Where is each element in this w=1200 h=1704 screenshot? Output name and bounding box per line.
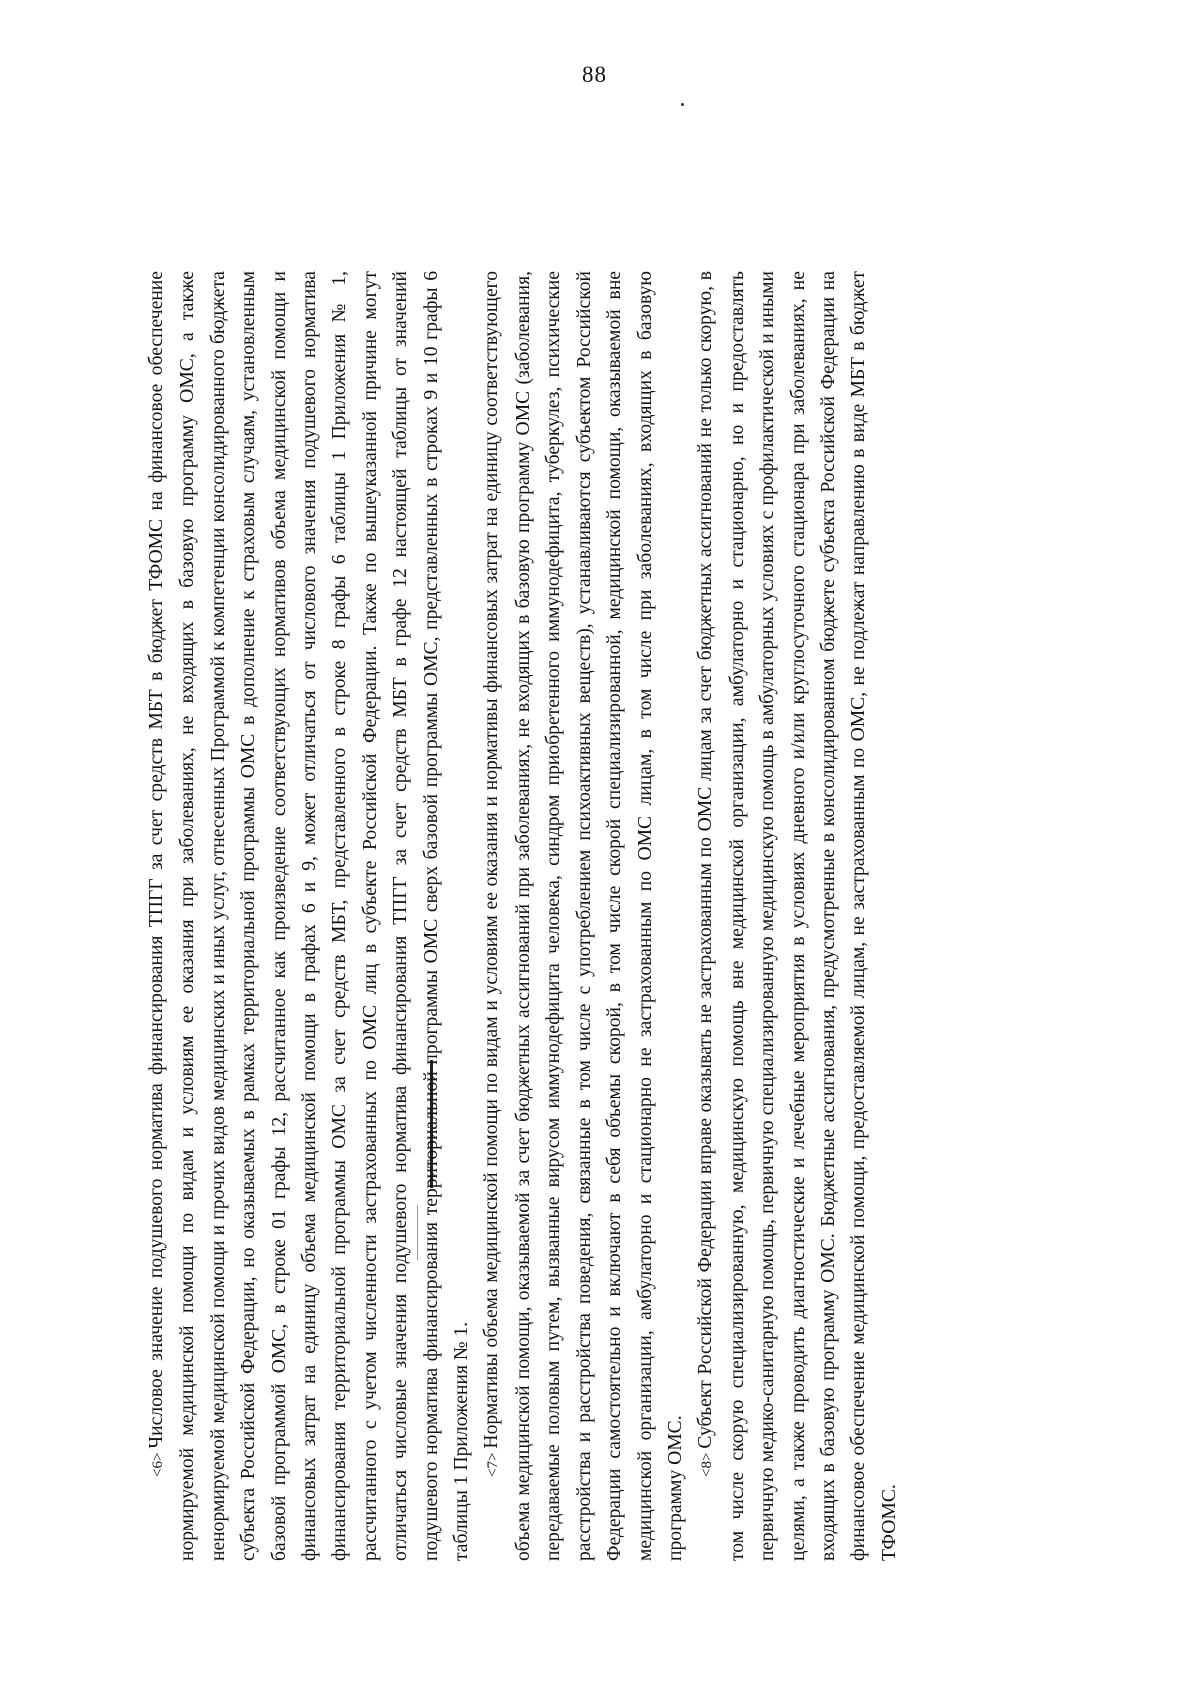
footnote-6 <box>142 271 477 1561</box>
footnote-8 <box>691 271 905 1561</box>
footnote-text: Числовое значение подушевого норматива финансирования ТПГГ за счет средств МБТ в бюджет ТФОМС на финансовое обеспечение нормируемой медицинской помощи по видам и условиям ее оказания при заболеваниях, не входящих в базовую программу ОМС, а также ненормируемой медицинской помощи и прочих видов медицинских и иных услуг, отнесенных Программой к компетенции консолидированного бюджета субъекта Российской Федерации, но оказываемых в рамках территориальной программы ОМС в дополнение к страховым случаям, установленным базовой программой ОМС, в строке 01 графы 12, рассчитанное как произведение соответствующих нормативов объема медицинской помощи и финансовых затрат на единицу объема медицинской помощи в графах 6 и 9, может отличаться от числового значения подушевого норматива финансирования территориальной программы ОМС за счет средств МБТ, представленного в строке 8 графы 6 таблицы 1 Приложения № 1, рассчитанного с учетом численности застрахованных по ОМС лиц в субъекте Российской Федерации. Также по вышеуказанной причине могут отличаться числовые значения подушевого норматива финансирования ТПГГ за счет средств МБТ в графе 12 настоящей таблицы от значений подушевого норматива финансирования территориальной программы ОМС сверх базовой программы ОМС, представленных в строках 9 и 10 графы 6 таблицы 1 Приложения № 1. <box>146 271 473 1561</box>
footnote-marker: <7> <box>485 1452 502 1477</box>
page-number: 88 <box>582 62 607 87</box>
footnotes-block <box>142 271 1054 1561</box>
scan-dot <box>681 103 684 106</box>
footnote-text: Нормативы объема медицинской помощи по видам и условиям ее оказания и нормативы финансовых затрат на единицу соответствующего объема медицинской помощи, оказываемой за счет бюджетных ассигнований при заболеваниях, не входящих в базовую программу ОМС (заболевания, передаваемые половым путем, вызванные вирусом иммунодефицита человека, синдром приобретенного иммунодефицита, туберкулез, психические расстройства и расстройства поведения, связанные в том числе с употреблением психоактивных веществ), устанавливаются субъектом Российской Федерации самостоятельно и включают в себя объемы скорой, в том числе скорой специализированной, медицинской помощи, оказываемой вне медицинской организации, амбулаторно и стационарно не застрахованным по ОМС лицам, в том числе при заболеваниях, входящих в базовую программу ОМС. <box>481 271 686 1561</box>
footnote-text: Субъект Российской Федерации вправе оказывать не застрахованным по ОМС лицам за счет бюджетных ассигнований не только скорую, в том числе скорую специализированную, медицинскую помощь вне медицинской организации, амбулаторно и стационарно, но и предоставлять первичную медико-санитарную помощь, первичную специализированную медицинскую помощь в амбулаторных условиях с профилактической и иными целями, а также проводить диагностические и лечебные мероприятия в условиях дневного и/или круглосуточного стационара при заболеваниях, не входящих в базовую программу ОМС. Бюджетные ассигнования, предусмотренные в консолидированном бюджете субъекта Российской Федерации на финансовое обеспечение медицинской помощи, предоставляемой лицам, не застрахованным по ОМС, не подлежат направлению в виде МБТ в бюджет ТФОМС. <box>695 271 900 1561</box>
footnote-marker: <8> <box>699 1452 716 1477</box>
footnote-marker: <6> <box>150 1452 166 1477</box>
footnote-7 <box>477 271 691 1561</box>
